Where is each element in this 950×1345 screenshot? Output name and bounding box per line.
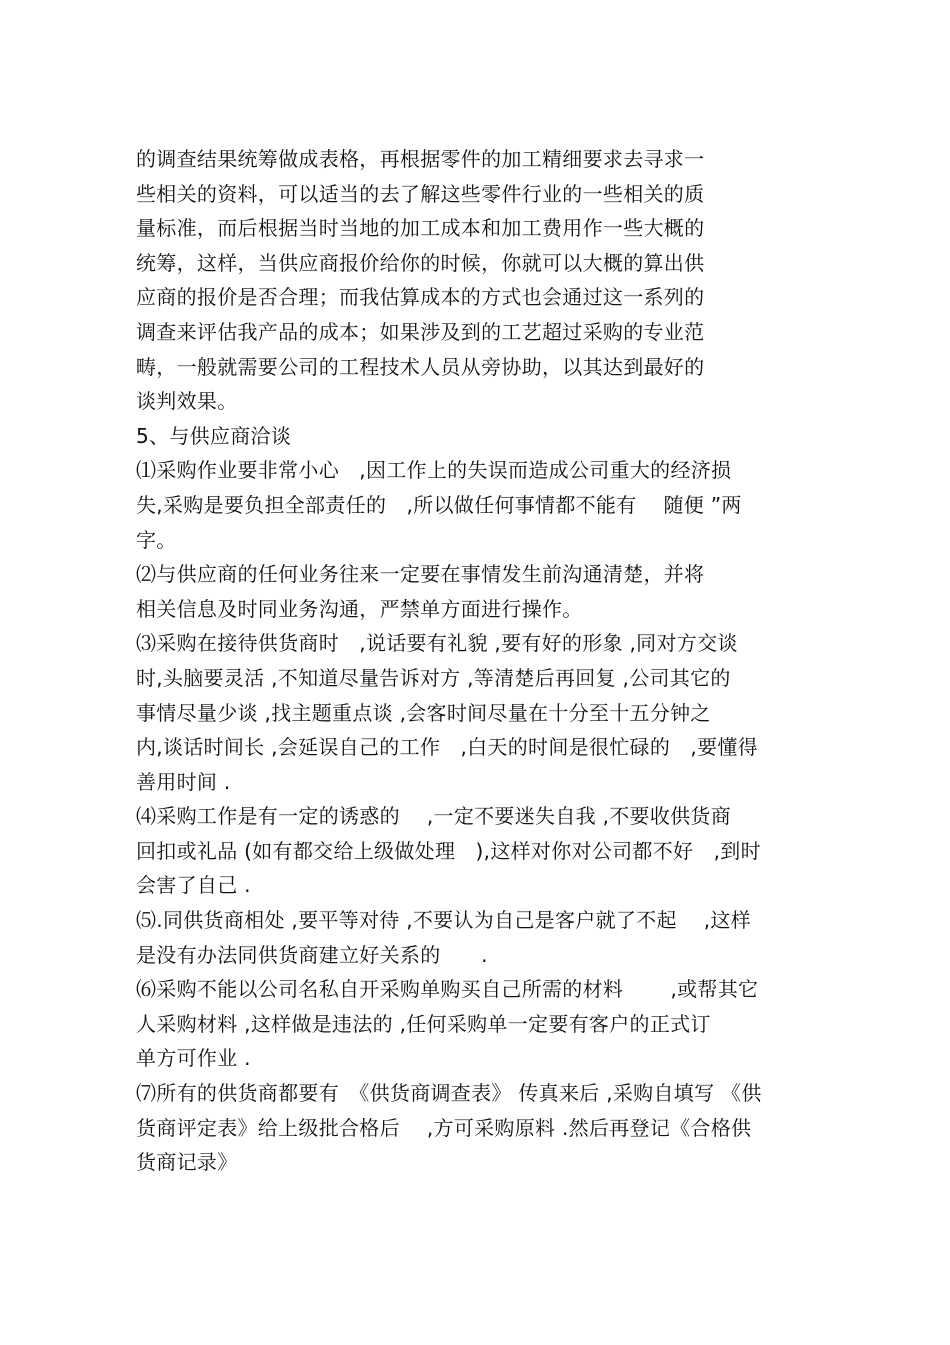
text-line: 统筹，这样，当供应商报价给你的时候，你就可以大概的算出供 (136, 250, 705, 275)
text-line: 应商的报价是否合理；而我估算成本的方式也会通过这一系列的 (136, 285, 705, 310)
text-line: 是没有办法同供货商建立好关系的 . (136, 942, 488, 967)
text-line: ⑺所有的供货商都要有 《供货商调查表》 传真来后 ,采购自填写 《供 (136, 1081, 762, 1106)
text-line: 量标准，而后根据当时当地的加工成本和加工费用作一些大概的 (136, 216, 705, 241)
text-line: 事情尽量少谈 ,找主题重点谈 ,会客时间尽量在十分至十五分钟之 (136, 700, 711, 725)
text-line: 些相关的资料，可以适当的去了解这些零件行业的一些相关的质 (136, 181, 705, 206)
text-line: 内,谈话时间长 ,会延误自己的工作 ,白天的时间是很忙碌的 ,要懂得 (136, 735, 758, 760)
text-line: ⑹采购不能以公司名私自开采购单购买自己所需的材料 ,或帮其它 (136, 977, 759, 1002)
text-line: 人采购材料 ,这样做是违法的 ,任何采购单一定要有客户的正式订 (136, 1011, 711, 1036)
text-line: 善用时间 . (136, 769, 231, 794)
text-line: 字。 (136, 527, 177, 552)
section-heading: 5、与供应商洽谈 (136, 423, 292, 448)
text-line: 失,采购是要负担全部责任的 ,所以做任何事情都不能有 随便 ”两 (136, 492, 742, 517)
text-line: ⑶采购在接待供货商时 ,说话要有礼貌 ,要有好的形象 ,同对方交谈 (136, 631, 738, 656)
text-line: 畴，一般就需要公司的工程技术人员从旁协助，以其达到最好的 (136, 354, 705, 379)
text-line: 相关信息及时同业务沟通，严禁单方面进行操作。 (136, 596, 583, 621)
text-line: 回扣或礼品 (如有都交给上级做处理 ),这样对你对公司都不好 ,到时 (136, 838, 761, 863)
text-line: 谈判效果。 (136, 389, 238, 414)
text-line: 会害了自己 . (136, 873, 251, 898)
text-line: ⑷采购工作是有一定的诱惑的 ,一定不要迷失自我 ,不要收供货商 (136, 804, 732, 829)
text-line: ⑸.同供货商相处 ,要平等对待 ,不要认为自己是客户就了不起 ,这样 (136, 908, 752, 933)
text-line: 的调查结果统筹做成表格，再根据零件的加工精细要求去寻求一 (136, 147, 705, 171)
text-line: ⑵与供应商的任何业务往来一定要在事情发生前沟通清楚，并将 (136, 562, 705, 587)
text-line: ⑴采购作业要非常小心 ,因工作上的失误而造成公司重大的经济损 (136, 458, 732, 483)
body-text (136, 142, 816, 1180)
text-line: 调查来评估我产品的成本；如果涉及到的工艺超过采购的专业范 (136, 319, 705, 344)
text-line: 单方可作业 . (136, 1046, 251, 1071)
text-line: 时,头脑要灵活 ,不知道尽量告诉对方 ,等清楚后再回复 ,公司其它的 (136, 665, 731, 690)
text-line: 货商评定表》给上级批合格后 ,方可采购原料 .然后再登记《合格供 (136, 1115, 752, 1140)
text-line: 货商记录》 (136, 1150, 238, 1175)
